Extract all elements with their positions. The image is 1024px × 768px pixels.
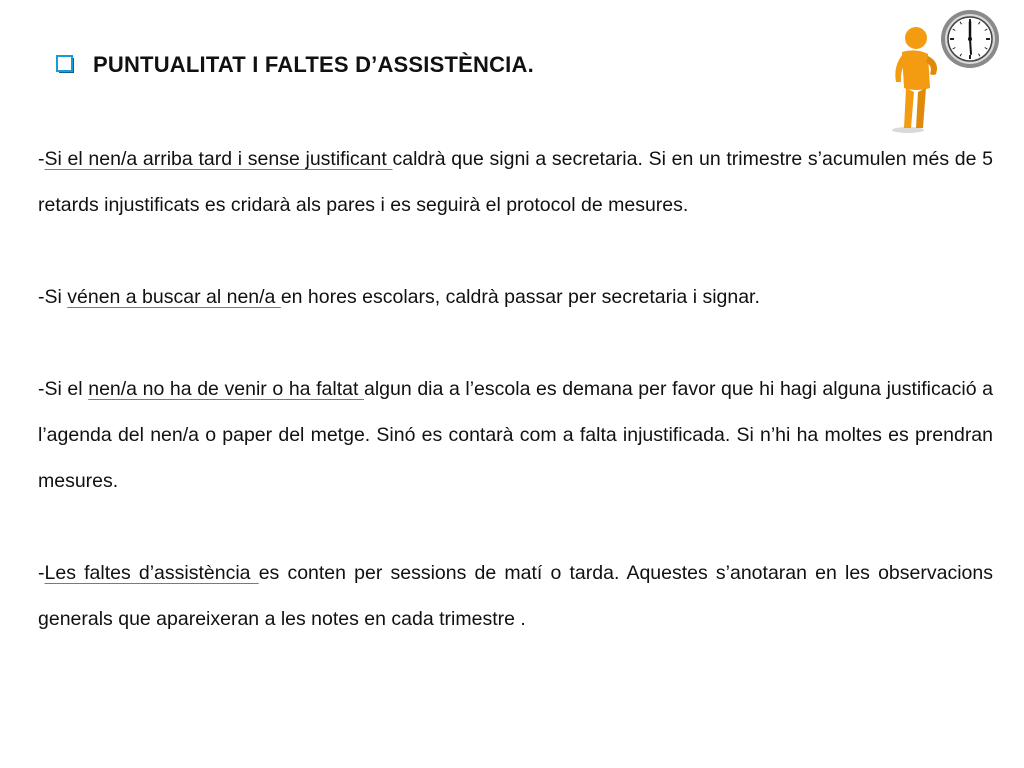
checkbox-bullet-icon <box>55 54 77 76</box>
orange-person-icon <box>892 27 937 133</box>
paragraph-early-pickup <box>38 274 993 320</box>
underlined-phrase: Si el nen/a arriba tard i sense justificant <box>44 148 393 170</box>
paragraph-late-arrival <box>38 136 993 228</box>
paragraph-text: es conten per sessions de matí o tarda. Aquestes s’anotaran en les observacions generals que apareixeran a les notes en cada trimestre . <box>38 562 993 630</box>
paragraph-absence-justification <box>38 366 993 504</box>
paragraph-absence-count <box>38 550 993 642</box>
underlined-phrase: Les faltes d’assistència <box>44 562 259 584</box>
slide-title: PUNTUALITAT I FALTES D’ASSISTÈNCIA. <box>93 52 534 77</box>
paragraph-text: caldrà que signi a secretaria. Si en un trimestre s’acumulen més de 5 retards injustificats es cridarà als pares i es seguirà el protocol de mesures. <box>38 148 994 216</box>
paragraph-text: algun dia a l’escola es demana per favor que hi hagi alguna justificació a l’agenda del nen/a o paper del metge. Sinó es contarà com a falta injustificada. Si n’hi ha moltes es prendran mesures. <box>38 378 993 492</box>
paragraph-prefix: - <box>38 148 45 170</box>
paragraph-prefix: -Si <box>38 286 68 308</box>
wall-clock-icon <box>941 10 999 68</box>
underlined-phrase: nen/a no ha de venir o ha faltat <box>88 378 364 400</box>
illustration <box>878 4 1006 134</box>
title-row <box>55 52 534 78</box>
body-text <box>38 136 993 642</box>
paragraph-prefix: - <box>38 562 45 584</box>
underlined-phrase: vénen a buscar al nen/a <box>67 286 281 308</box>
paragraph-prefix: -Si el <box>38 378 89 400</box>
paragraph-text: en hores escolars, caldrà passar per secretaria i signar. <box>280 286 760 308</box>
